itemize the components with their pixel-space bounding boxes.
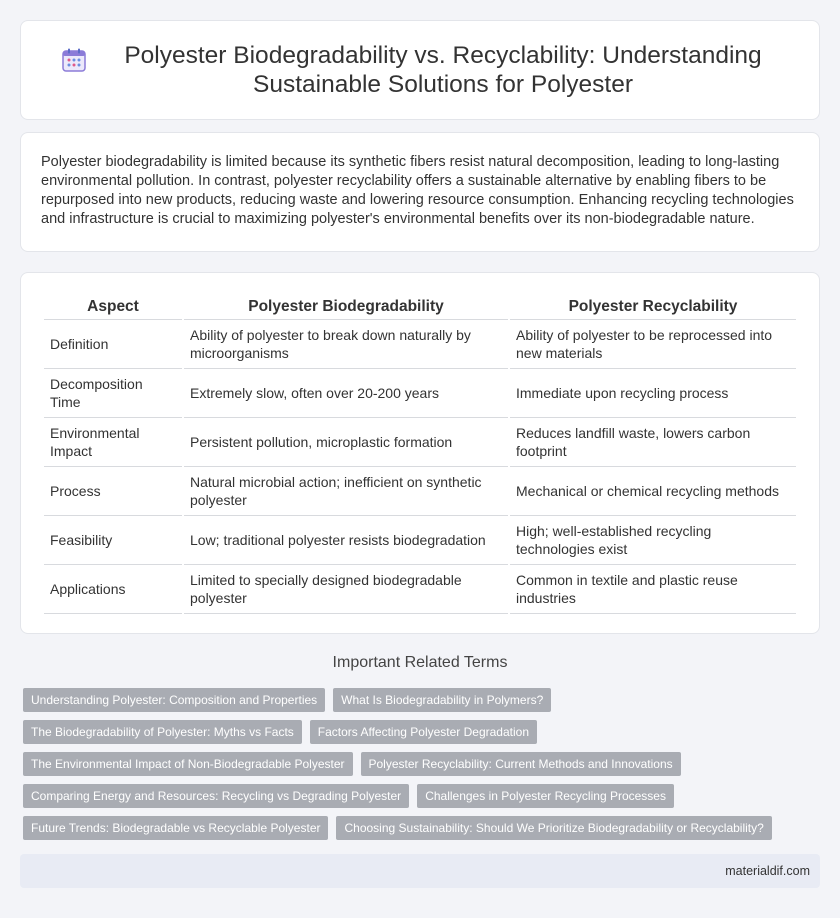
table-cell: High; well-established recycling technologies exist [510,516,796,565]
table-cell: Immediate upon recycling process [510,369,796,418]
tag-row [23,816,803,840]
summary-card [20,132,820,252]
table-cell: Ability of polyester to be reprocessed into new materials [510,320,796,369]
comparison-table [42,295,798,614]
related-terms-heading: Important Related Terms [332,654,508,671]
table-cell: Persistent pollution, microplastic formation [184,418,508,467]
table-cell: Environmental Impact [44,418,182,467]
column-header-recyclability: Polyester Recyclability [510,295,796,320]
tag-row [23,688,803,712]
related-term-tag[interactable]: Future Trends: Biodegradable vs Recyclable Polyester [23,816,328,840]
tag-row [23,784,803,808]
table-cell: Process [44,467,182,516]
tag-row [23,752,803,776]
comparison-card [20,272,820,634]
table-cell: Natural microbial action; inefficient on synthetic polyester [184,467,508,516]
related-term-tag[interactable]: Understanding Polyester: Composition and Properties [23,688,325,712]
table-row [44,565,796,614]
title-wrap [21,41,819,99]
table-row [44,369,796,418]
summary-text: Polyester biodegradability is limited because its synthetic fibers resist natural decomposition, leading to long-lasting environmental pollution. In contrast, polyester recyclability offers a sustainable alternative by enabling fibers to be repurposed into new products, reducing waste and lowering resource consumption. Enhancing recycling technologies and infrastructure is crucial to maximizing polyester's environmental benefits over its non-biodegradable nature. [41,154,794,227]
table-cell: Definition [44,320,182,369]
related-terms-list [23,688,803,848]
related-term-tag[interactable]: Polyester Recyclability: Current Methods and Innovations [361,752,681,776]
table-cell: Limited to specially designed biodegradable polyester [184,565,508,614]
table-row [44,467,796,516]
table-cell: Low; traditional polyester resists biodegradation [184,516,508,565]
table-cell: Extremely slow, often over 20-200 years [184,369,508,418]
related-term-tag[interactable]: The Environmental Impact of Non-Biodegradable Polyester [23,752,353,776]
table-cell: Decomposition Time [44,369,182,418]
footer-site-link[interactable]: materialdif.com [725,864,810,878]
header-card [20,20,820,120]
column-header-biodegradability: Polyester Biodegradability [184,295,508,320]
tag-row [23,720,803,744]
footer [20,854,820,888]
calendar-icon [61,47,87,73]
column-header-aspect: Aspect [44,295,182,320]
page-title: Polyester Biodegradability vs. Recyclability: Understanding Sustainable Solutions for Polyester [124,42,762,98]
table-cell: Ability of polyester to break down naturally by microorganisms [184,320,508,369]
related-term-tag[interactable]: Comparing Energy and Resources: Recycling vs Degrading Polyester [23,784,409,808]
table-cell: Applications [44,565,182,614]
table-row [44,320,796,369]
table-cell: Common in textile and plastic reuse industries [510,565,796,614]
related-term-tag[interactable]: Factors Affecting Polyester Degradation [310,720,537,744]
related-term-tag[interactable]: The Biodegradability of Polyester: Myths vs Facts [23,720,302,744]
table-cell: Mechanical or chemical recycling methods [510,467,796,516]
table-cell: Feasibility [44,516,182,565]
related-term-tag[interactable]: Challenges in Polyester Recycling Processes [417,784,674,808]
table-row [44,516,796,565]
related-term-tag[interactable]: What Is Biodegradability in Polymers? [333,688,551,712]
related-term-tag[interactable]: Choosing Sustainability: Should We Prioritize Biodegradability or Recyclability? [336,816,771,840]
table-cell: Reduces landfill waste, lowers carbon footprint [510,418,796,467]
table-row [44,418,796,467]
table-header-row [44,295,796,320]
